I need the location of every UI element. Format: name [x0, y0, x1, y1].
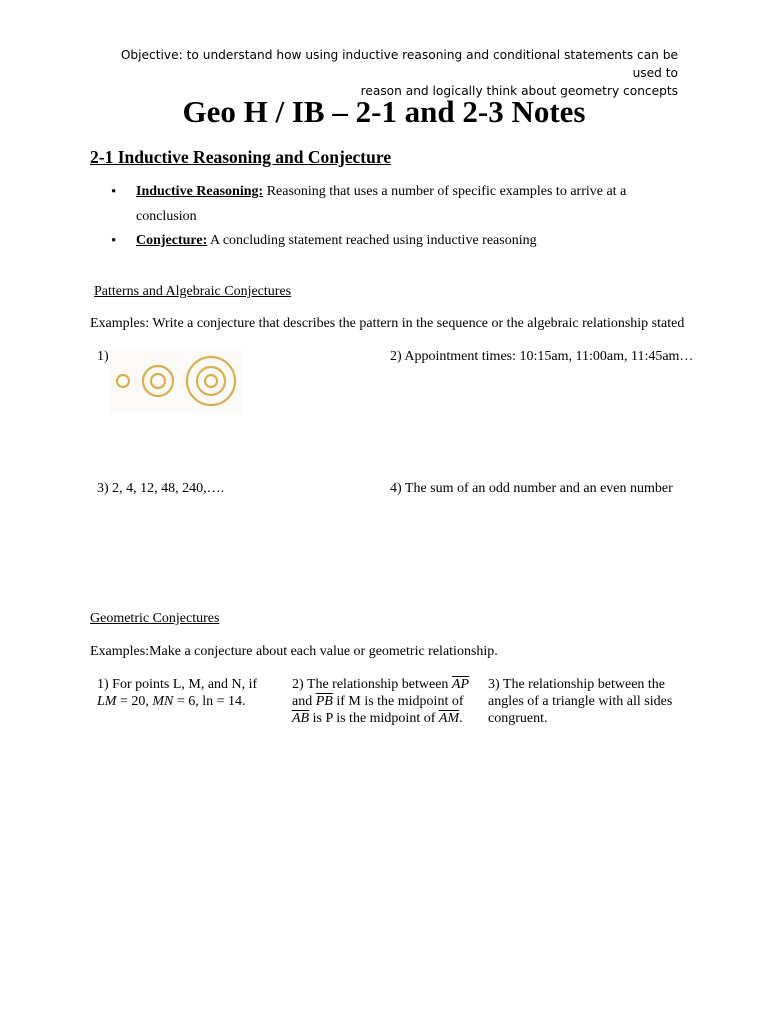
- text: and: [292, 694, 316, 709]
- section-heading-inductive: 2-1 Inductive Reasoning and Conjecture: [90, 147, 392, 167]
- text: 2) The relationship between: [292, 677, 452, 692]
- definition-text: A concluding statement reached using inductive reasoning: [207, 233, 537, 248]
- geometric-instructions: Examples:Make a conjecture about each value or geometric relationship.: [90, 644, 498, 659]
- equation-text: = 6, ln = 14.: [173, 694, 246, 709]
- text: .: [459, 711, 463, 726]
- segment-am: $\overline{AM}$: [438, 711, 460, 726]
- term-conjecture: Conjecture:: [136, 233, 208, 248]
- definition-inductive-reasoning: [110, 180, 670, 229]
- segment-lm: LM: [97, 694, 117, 709]
- geometric-example-3-line-2: angles of a triangle with all sides: [488, 694, 673, 709]
- segment-ab: $\overline{AB}$: [292, 711, 310, 726]
- equation-text: = 20,: [116, 694, 153, 709]
- bullet-icon: •: [111, 184, 117, 200]
- text: if M is the midpoint of: [332, 694, 464, 709]
- geometric-example-1: [97, 676, 282, 710]
- definition-text: Reasoning that uses a number of specific examples to arrive at a: [263, 184, 627, 199]
- text: is P is the midpoint of: [309, 711, 439, 726]
- definition-text-cont: conclusion: [136, 208, 197, 224]
- bullet-icon: •: [111, 233, 117, 249]
- example-2-appointment-times: 2) Appointment times: 10:15am, 11:00am, 11:45am…: [390, 349, 694, 364]
- objective-line-2: reason and logically think about geometry concepts: [360, 84, 678, 98]
- geometric-heading: Geometric Conjectures: [90, 611, 220, 626]
- geometric-example-1-line-1: 1) For points L, M, and N, if: [97, 677, 258, 692]
- definition-list: [110, 180, 670, 254]
- concentric-circles-pattern-image: [110, 350, 242, 412]
- example-1-label: 1): [97, 349, 109, 364]
- geometric-example-3-line-1: 3) The relationship between the: [488, 677, 666, 692]
- example-3-sequence: 3) 2, 4, 12, 48, 240,….: [97, 481, 225, 496]
- geometric-example-3: [488, 676, 688, 727]
- geometric-example-3-line-3: congruent.: [488, 711, 548, 726]
- term-inductive-reasoning: Inductive Reasoning:: [136, 184, 264, 199]
- segment-mn: MN: [152, 694, 174, 709]
- page-title: Geo H / IB – 2-1 and 2-3 Notes: [182, 94, 586, 129]
- definition-conjecture: [110, 229, 670, 254]
- patterns-heading: Patterns and Algebraic Conjectures: [94, 284, 292, 299]
- segment-pb: $\overline{PB}$: [315, 694, 333, 709]
- example-4-odd-even-sum: 4) The sum of an odd number and an even number: [390, 481, 673, 496]
- geometric-example-1-line-2: [97, 693, 282, 710]
- segment-ap: $\overline{AP}$: [451, 677, 470, 692]
- geometric-example-2: [292, 676, 477, 727]
- patterns-instructions: Examples: Write a conjecture that describes the pattern in the sequence or the algebraic relationship stated: [90, 316, 685, 331]
- objective-line-1: Objective: to understand how using inductive reasoning and conditional statements can be used to: [120, 48, 678, 80]
